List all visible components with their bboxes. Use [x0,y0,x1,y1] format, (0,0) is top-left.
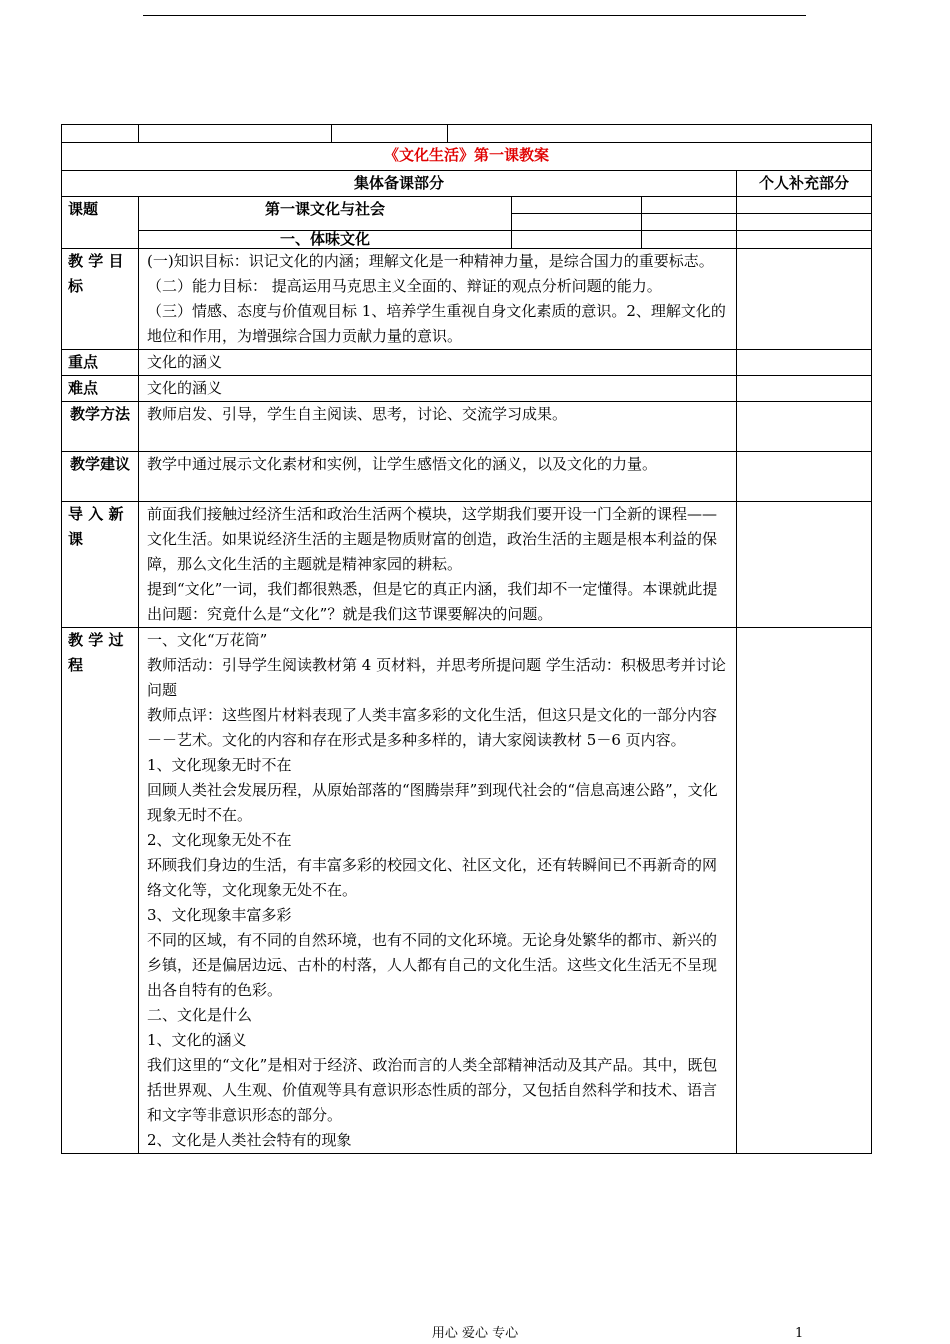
process-heading: 3、文化现象丰富多彩 [147,906,292,924]
process-paragraph: 不同的区域，有不同的自然环境，也有不同的文化环境。无论身处繁华的都市、新兴的乡镇，还是偏居边远、古朴的村落，人人都有自己的文化生活。这些文化生活无不呈现出各自特有的色彩。 [147,931,718,999]
footer-motto: 用心 爱心 专心 [431,1326,519,1341]
advice-text: 教学中通过展示文化素材和实例，让学生感悟文化的涵义，以及文化的力量。 [139,452,737,502]
personal-cell [737,452,872,502]
goals-label: 教 学 目 标 [62,249,139,350]
method-text: 教师启发、引导，学生自主阅读、思考，讨论、交流学习成果。 [139,402,737,452]
difficulty-text: 文化的涵义 [139,376,737,402]
process-heading: 1、文化现象无时不在 [147,756,292,774]
personal-cell [737,628,872,1154]
empty-cell [139,125,332,143]
method-label: 教学方法 [62,402,139,452]
key-point-label: 重点 [62,350,139,376]
process-heading: 一、文化“万花筒” [147,631,268,649]
process-paragraph: 教师点评：这些图片材料表现了人类丰富多彩的文化生活，但这只是文化的一部分内容－－艺术。文化的内容和存在形式是多种多样的，请大家阅读教材 5－6 页内容。 [147,706,718,749]
empty-cell [448,125,872,143]
process-paragraph: 回顾人类社会发展历程，从原始部落的“图腾崇拜”到现代社会的“信息高速公路”，文化现象无时不在。 [147,781,718,824]
intro-paragraph: 前面我们接触过经济生活和政治生活两个模块，这学期我们要开设一门全新的课程——文化生活。如果说经济生活的主题是物质财富的创造，政治生活的主题是根本利益的保障，那么文化生活的主题就是精神家园的耕耘。 [147,505,718,573]
personal-cell [737,502,872,628]
topic-title: 第一课文化与社会 [139,197,512,231]
page-number: 1 [795,1326,804,1341]
difficulty-label: 难点 [62,376,139,402]
intro-paragraph: 提到“文化”一词，我们都很熟悉，但是它的真正内涵，我们却不一定懂得。本课就此提出问题：究竟什么是“文化”？就是我们这节课要解决的问题。 [147,580,718,623]
empty-cell [737,231,872,249]
process-heading: 2、文化是人类社会特有的现象 [147,1131,352,1149]
personal-cell [737,350,872,376]
process-heading: 1、文化的涵义 [147,1031,247,1049]
process-paragraph: 我们这里的“文化”是相对于经济、政治而言的人类全部精神活动及其产品。其中，既包括世界观、人生观、价值观等具有意识形态性质的部分，又包括自然科学和技术、语言和文字等非意识形态的部分。 [147,1056,718,1124]
topic-subtitle: 一、体味文化 [139,231,512,249]
empty-cell [332,125,448,143]
goals-content [139,249,737,350]
process-label: 教 学 过 程 [62,628,139,1154]
collective-header: 集体备课部分 [62,171,737,197]
empty-cell [642,197,737,214]
empty-cell [512,197,642,214]
goal-knowledge: (一)知识目标：识记文化的内涵；理解文化是一种精神力量，是综合国力的重要标志。 [147,252,714,270]
empty-cell [737,197,872,214]
lesson-plan-table [61,124,872,1154]
empty-cell [512,214,642,231]
process-content [139,628,737,1154]
personal-cell [737,376,872,402]
topic-label: 课题 [62,197,139,249]
goal-attitude: （三）情感、态度与价值观目标 1、培养学生重视自身文化素质的意识。2、理解文化的地位和作用，为增强综合国力贡献力量的意识。 [147,302,726,345]
personal-header: 个人补充部分 [737,171,872,197]
empty-top-row [62,125,872,143]
document-title: 《文化生活》第一课教案 [62,143,872,171]
empty-cell [737,214,872,231]
process-heading: 2、文化现象无处不在 [147,831,292,849]
intro-content [139,502,737,628]
personal-cell [737,249,872,350]
empty-cell [642,231,737,249]
personal-cell [737,402,872,452]
process-paragraph: 教师活动：引导学生阅读教材第 4 页材料，并思考所提问题 学生活动：积极思考并讨论问题 [147,656,726,699]
goal-ability: （二）能力目标： 提高运用马克思主义全面的、辩证的观点分析问题的能力。 [147,277,662,295]
process-paragraph: 环顾我们身边的生活，有丰富多彩的校园文化、社区文化，还有转瞬间已不再新奇的网络文化等，文化现象无处不在。 [147,856,718,899]
empty-cell [512,231,642,249]
key-point-text: 文化的涵义 [139,350,737,376]
empty-cell [62,125,139,143]
header-rule [143,15,806,16]
advice-label: 教学建议 [62,452,139,502]
process-heading: 二、文化是什么 [147,1006,253,1024]
empty-cell [642,214,737,231]
intro-label: 导 入 新 课 [62,502,139,628]
